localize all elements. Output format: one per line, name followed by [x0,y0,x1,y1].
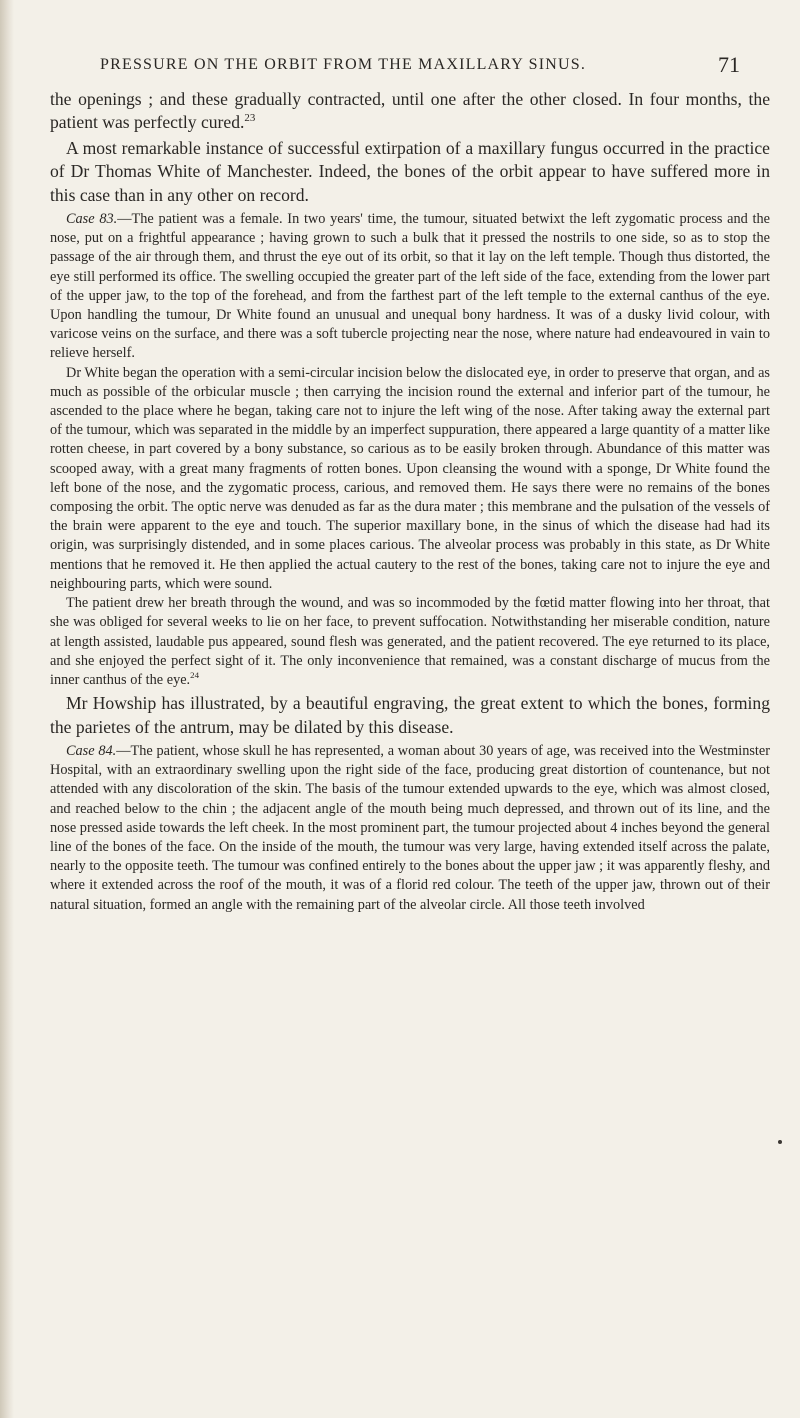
paragraph-text: The patient drew her breath through the wound, and was so incommoded by the fœtid matter flowing into her throat, that she was obliged for several weeks to lie on her face, to prevent suffocation. Notwithstanding her miserable condition, nature at length assisted, laudable pus appeared, sound flesh was generated, and the patient recovered. The eye returned to its place, and she enjoyed the perfect sight of it. The only inconvenience that remained, was a constant discharge of mucus from the inner canthus of the eye. [50,595,770,688]
body-text [50,88,770,915]
paragraph-text: —The patient, whose skull he has represented, a woman about 30 years of age, was received into the Westminster Hospital, with an extraordinary swelling upon the right side of the face, producing great distortion of countenance, but not attended with any discoloration of the skin. The basis of the tumour extended upwards to the eye, which was almost closed, and reached below to the chin ; the adjacent angle of the mouth being much depressed, and thrown out of its line, and the nose pressed aside towards the left cheek. In the most prominent part, the tumour projected about 4 inches beyond the general line of the bones of the face. On the inside of the mouth, the tumour was very large, having extended itself across the palate, nearly to the opposite teeth. The tumour was confined entirely to the bones about the upper jaw ; it was apparently fleshy, and where it extended across the roof of the mouth, it was of a florid red colour. The teeth of the upper jaw, thrown out of their natural situation, formed an angle with the remaining part of the alveolar circle. All those teeth involved [50,742,770,913]
ink-speck [778,1140,782,1144]
footnote-ref: 23 [244,112,256,125]
paragraph-case-84 [50,742,770,915]
binding-gutter-shadow [0,0,14,1418]
case-label: Case 84. [66,742,117,759]
paragraph-text: A most remarkable instance of successful extirpation of a maxillary fungus occurred in the practice of Dr Thomas White of Manchester. Indeed, the bones of the orbit appear to have suffered more in this case than in any other on record. [50,137,770,205]
paragraph-operation [50,364,770,594]
paragraph-white-intro [50,137,770,207]
paragraph-recovery [50,594,770,690]
paragraph-howship [50,692,770,739]
running-title: PRESSURE ON THE ORBIT FROM THE MAXILLARY SINUS. [100,56,587,73]
paragraph-text: the openings ; and these gradually contracted, until one after the other closed. In four months, the patient was perfectly cured. [50,89,770,133]
paragraph-case-83 [50,210,770,364]
paragraph-continuation [50,88,770,135]
footnote-ref: 24 [190,670,199,681]
case-label: Case 83. [66,211,118,228]
page-number: 71 [718,52,740,77]
paragraph-text: Dr White began the operation with a semi-circular incision below the dislocated eye, in order to preserve that organ, and as much as possible of the orbicular muscle ; then carrying the incision round the external and inferior part of the tumour, he ascended to the place where he began, taking care not to injure the left wing of the nose. After taking away the external part of the tumour, which was separated in the middle by an imperfect suppuration, there appeared a large quantity of a matter like rotten cheese, in part covered by a bony substance, so carious as to be easily broken through. Abundance of this matter was scooped away, with a great many fragments of rotten bones. Upon cleansing the wound with a sponge, Dr White found the left bone of the nose, and the zygomatic process, carious, and removed them. He says there were no remains of the bones composing the orbit. The optic nerve was denuded as far as the dura mater ; this membrane and the pulsation of the vessels of the brain were apparent to the eye and touch. The superior maxillary bone, in the sinus of which the disease had had its origin, was surprisingly distended, and in some places carious. The alveolar process was probably in this state, as Dr White mentions that he removed it. He then applied the actual cautery to the rest of the bones, taking care not to injure the eye and neighbouring parts, which were sound. [50,364,770,592]
paragraph-text: Mr Howship has illustrated, by a beautiful engraving, the great extent to which the bones, forming the parietes of the antrum, may be dilated by this disease. [50,693,770,737]
paragraph-text: —The patient was a female. In two years' time, the tumour, situated betwixt the left zygomatic process and the nose, put on a frightful appearance ; having grown to such a bulk that it pressed the nostrils to one side, so as to stop the passage of the air through them, and thrust the eye out of its orbit, so that it lay on the left temple. Though thus distorted, the eye still performed its office. The swelling occupied the greater part of the left side of the face, extending from the lower part of the upper jaw, to the top of the forehead, and from the farthest part of the left temple to the external canthus of the eye. Upon handling the tumour, Dr White found an unusual and unequal bony hardness. It was of a dusky livid colour, with varicose veins on the surface, and there was a soft tubercle projecting near the nose, where nature had endeavoured in vain to relieve herself. [50,211,770,362]
